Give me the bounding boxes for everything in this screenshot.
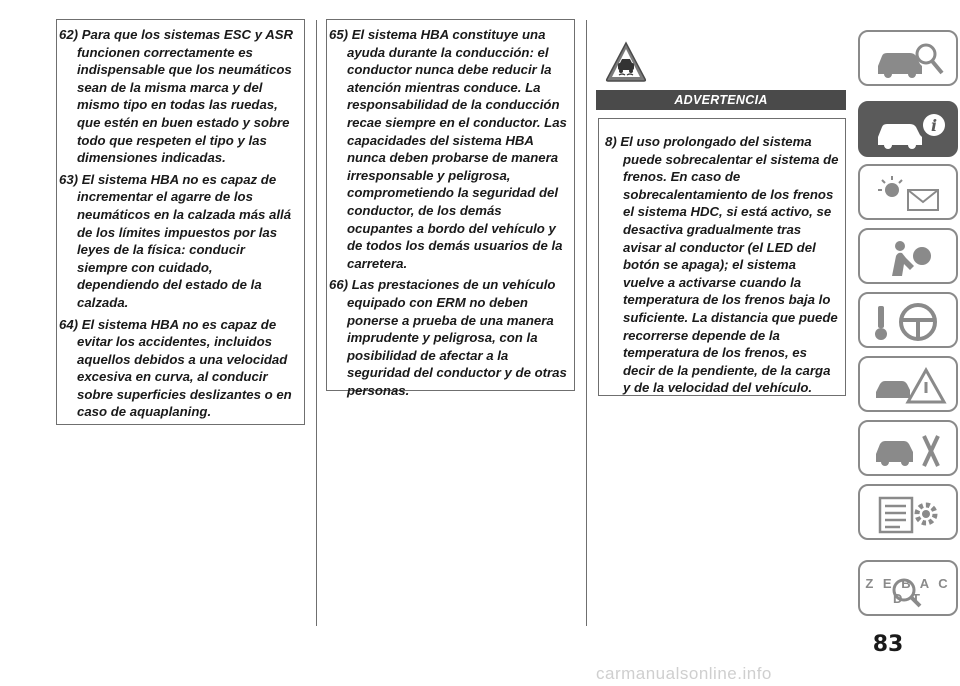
tab-servicing[interactable] xyxy=(858,420,958,476)
tab-warning-lights[interactable] xyxy=(858,164,958,220)
column-separator-2 xyxy=(586,20,587,626)
warning-heading: ADVERTENCIA xyxy=(596,90,846,110)
note-66: 66) Las prestaciones de un vehículo equipado con ERM no deben ponerse a prueba de una manera imprudente y peligrosa, con la posibilidad de afectar a la seguridad del conductor y de otras personas. xyxy=(329,277,567,398)
car-search-icon xyxy=(870,38,950,82)
tab-car-info[interactable] xyxy=(858,101,958,157)
svg-text:i: i xyxy=(930,116,938,135)
watermark-text: carmanualsonline.info xyxy=(596,664,772,683)
warning-note-8: 8) El uso prolongado del sistema puede sobrecalentar el sistema de frenos. En caso de sobrecalentamiento de los frenos el sistema HDC, si está activo, se desactiva gradualmente tras avisar al conductor (el LED del botón se apaga); el sistema vuelve a activarse cuando la temperatura de los frenos baja lo suficiente. La distancia que puede recorrerse depende de la temperatura de los frenos, es decir de la pendiente, de la carga y de la velocidad del vehículo. xyxy=(605,134,839,396)
tab-emergency[interactable] xyxy=(858,356,958,412)
car-info-icon xyxy=(870,109,950,153)
airbag-passenger-icon xyxy=(870,236,950,280)
warning-box xyxy=(598,118,846,396)
specifications-gear-icon xyxy=(870,492,950,536)
notes-column-2 xyxy=(326,19,575,398)
tab-safety[interactable] xyxy=(858,228,958,284)
tab-technical-data[interactable] xyxy=(858,484,958,540)
page-number: 83 xyxy=(872,632,904,657)
car-wrench-icon xyxy=(870,428,950,472)
note-65: 65) El sistema HBA constituye una ayuda durante la conducción: el conductor nunca debe reducir la atención mientras conduce. La responsabilidad de la conducción recae siempre en el conductor. Las capacidades del sistema HBA nunca deben probarse de manera irresponsable y peligrosa, comprometiendo la seguridad del conductor, de los demás ocupantes a bordo del vehículo y de todos los demás usuarios de la carretera. xyxy=(329,27,567,271)
note-62: 62) Para que los sistemas ESC y ASR funcionen correctamente es indispensable que los neumáticos sean de la misma marca y del mismo tipo en todas las ruedas, que estén en buen estado y sobre todo que respeten el tipo y las dimensiones indicadas. xyxy=(59,27,294,166)
column-separator-1 xyxy=(316,20,317,626)
tab-car-search[interactable] xyxy=(858,30,958,86)
hazard-triangle-icon xyxy=(870,364,950,408)
warning-light-message-icon xyxy=(870,172,950,216)
note-63: 63) El sistema HBA no es capaz de incrementar el agarre de los neumáticos en la calzada más allá de los límites impuestos por las leyes de la física: conducir siempre con cuidado, dependiendo del estado de la calzada. xyxy=(59,171,292,310)
note-64: 64) El sistema HBA no es capaz de evitar los accidentes, incluidos aquellos debidos a una velocidad excesiva en curva, al conducir sobre superficies deslizantes o en caso de aquaplaning. xyxy=(59,316,292,420)
tab-index[interactable] xyxy=(858,560,958,616)
slippery-road-warning-icon xyxy=(604,40,648,84)
index-letters: Z E B A C D T xyxy=(865,576,951,606)
tab-starting-driving[interactable] xyxy=(858,292,958,348)
notes-column-1 xyxy=(56,19,305,425)
key-steering-wheel-icon xyxy=(870,300,950,344)
